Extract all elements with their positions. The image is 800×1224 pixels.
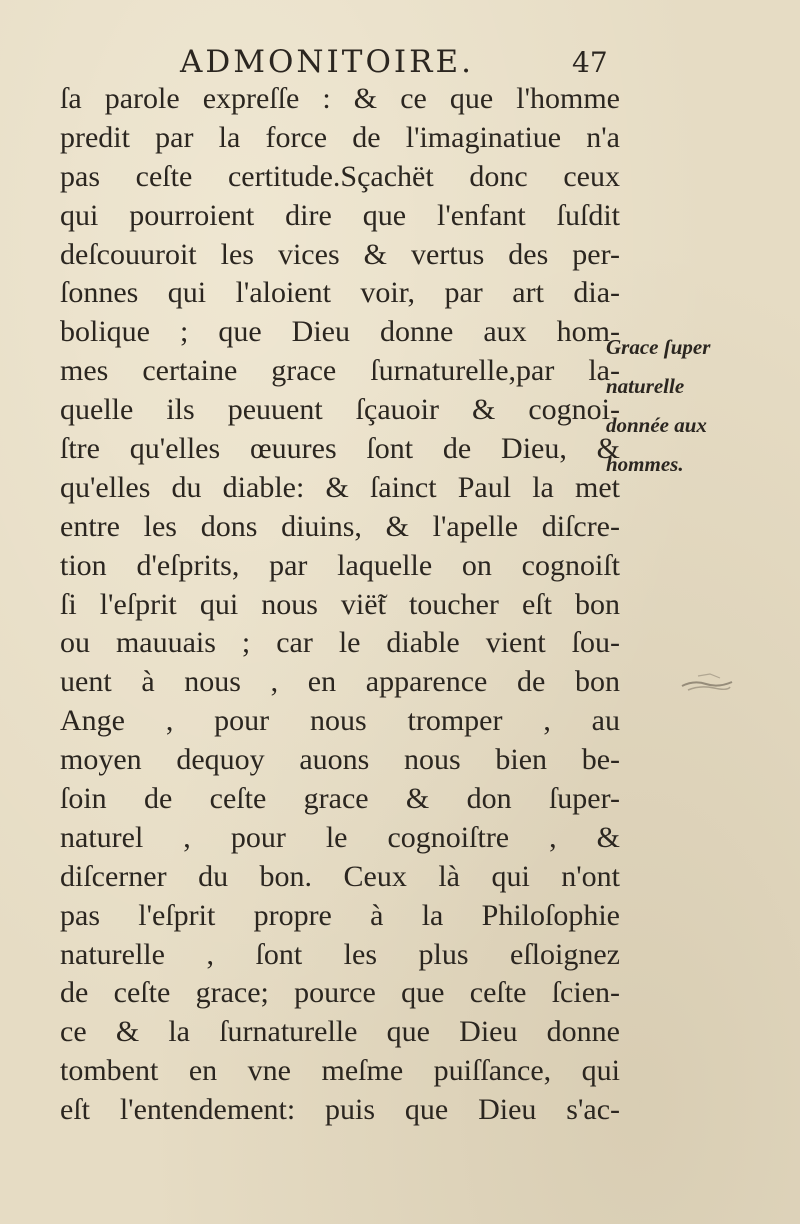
page-number: 47 (572, 46, 608, 79)
margin-note-line: Grace ſuper (606, 335, 711, 359)
text-line: ſi l'eſprit qui nous vië̃t toucher eſt bon (60, 587, 620, 621)
text-line: ſoin de ceſte grace & don ſuper- (60, 782, 620, 816)
body-text (60, 80, 620, 1130)
text-line: diſcerner du bon. Ceux là qui n'ont (60, 859, 620, 893)
text-line: ſa parole expreſſe : & ce que l'homme (60, 82, 620, 115)
margin-note-line: naturelle (606, 373, 685, 398)
text-line: mes certaine grace ſurnaturelle,par la- (60, 354, 620, 388)
text-line: bolique ; que Dieu donne aux hom- (60, 315, 620, 349)
margin-note-line: hommes. (606, 451, 684, 476)
text-line: ou mauuais ; car le diable vient ſou- (60, 626, 620, 660)
text-line: qui pourroient dire que l'enfant ſuſdit (60, 198, 620, 232)
text-line: Ange , pour nous tromper , au (60, 704, 620, 738)
text-line: predit par la force de l'imaginatiue n'a (60, 120, 620, 154)
margin-note (606, 328, 796, 484)
text-line: tombent en vne meſme puiſſance, qui (60, 1054, 620, 1088)
text-line: deſcouuroit les vices & vertus des per- (60, 237, 620, 271)
running-head: ADMONITOIRE. (180, 44, 474, 80)
ink-smudge-icon (680, 670, 734, 692)
text-line: uent à nous , en apparence de bon (60, 665, 620, 699)
text-line: ſonnes qui l'aloient voir, par art dia- (60, 276, 620, 310)
text-line: pas ceſte certitude.Sçachët donc ceux (60, 159, 620, 193)
text-line: entre les dons diuins, & l'apelle diſcre- (60, 509, 620, 543)
text-line: moyen dequoy auons nous bien be- (60, 743, 620, 777)
text-line: ce & la ſurnaturelle que Dieu donne (60, 1015, 620, 1049)
text-line: naturelle , ſont les plus eſloignez (60, 937, 620, 971)
text-line: eſt l'entendement: puis que Dieu s'ac- (60, 1093, 620, 1127)
text-line: naturel , pour le cognoiſtre , & (60, 820, 620, 854)
text-line: qu'elles du diable: & ſainct Paul la met (60, 470, 620, 504)
text-line: ſtre qu'elles œuures ſont de Dieu, & (60, 432, 620, 466)
text-line: pas l'eſprit propre à la Philoſophie (60, 898, 620, 932)
text-line: de ceſte grace; pource que ceſte ſcien- (60, 976, 620, 1010)
text-line: tion d'eſprits, par laquelle on cognoiſt (60, 548, 620, 582)
margin-note-line: donnée aux (606, 412, 707, 437)
text-line: quelle ils peuuent ſçauoir & cognoi- (60, 393, 620, 427)
